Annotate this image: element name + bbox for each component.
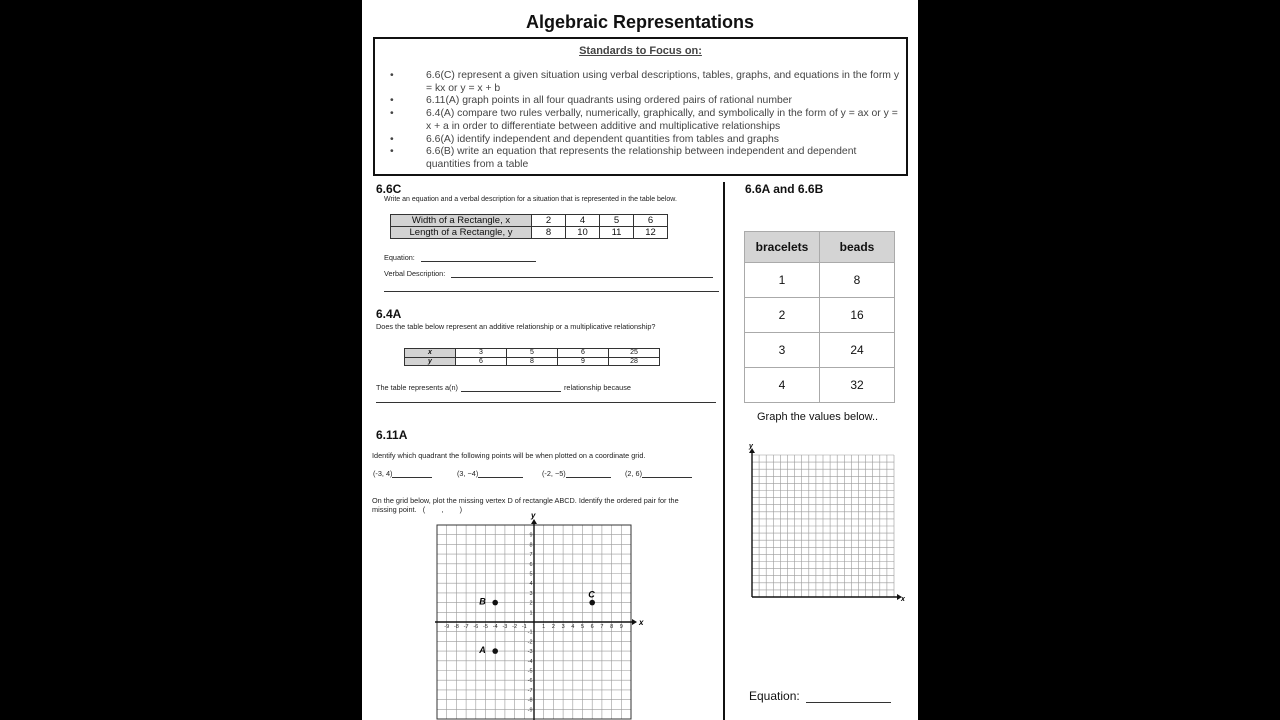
table-cell: 25 bbox=[609, 349, 660, 358]
table-cell: 28 bbox=[609, 357, 660, 366]
table-cell: 24 bbox=[820, 333, 895, 368]
table-cell: 6 bbox=[456, 357, 507, 366]
column-header: beads bbox=[820, 232, 895, 263]
quadrant-point-3: (-2, −5) bbox=[542, 469, 611, 478]
relationship-table bbox=[404, 348, 660, 366]
x-tick-label: 4 bbox=[571, 624, 575, 630]
standards-box bbox=[373, 37, 908, 176]
table-row-label: x bbox=[405, 349, 456, 358]
rectangle-table bbox=[390, 214, 668, 239]
table-cell: 6 bbox=[634, 215, 668, 227]
y-tick-label: -2 bbox=[527, 639, 533, 646]
table-cell: 8 bbox=[507, 357, 558, 366]
table-row-label: y bbox=[405, 357, 456, 366]
standards-heading: Standards to Focus on: bbox=[579, 45, 702, 57]
page-title: Algebraic Representations bbox=[525, 12, 755, 32]
quadrant-answer-line[interactable] bbox=[642, 469, 692, 478]
y-tick-label: -5 bbox=[527, 668, 533, 675]
column-header: bracelets bbox=[745, 232, 820, 263]
x-tick-label: 5 bbox=[580, 624, 585, 630]
x-tick-label: -4 bbox=[492, 624, 498, 630]
table-cell: 2 bbox=[532, 215, 566, 227]
graph-prompt: Graph the values below.. bbox=[757, 411, 879, 423]
column-divider bbox=[723, 182, 725, 720]
table-cell: 10 bbox=[566, 227, 600, 239]
equation-answer-line[interactable] bbox=[806, 690, 891, 703]
x-tick-label: 8 bbox=[610, 624, 614, 630]
section-heading-6-6c: 6.6C bbox=[376, 182, 402, 196]
x-tick-label: -7 bbox=[463, 624, 469, 630]
equation-label: Equation: bbox=[384, 253, 415, 262]
x-axis-label: x bbox=[639, 618, 644, 627]
question-6-4a: Does the table below represent an additive relationship or a multiplicative relationship? bbox=[376, 322, 656, 331]
x-tick-label: -6 bbox=[473, 624, 479, 630]
table-cell: 11 bbox=[600, 227, 634, 239]
rectangle-instruction-line-2: missing point. ( , ) bbox=[372, 505, 463, 514]
table-cell: 8 bbox=[820, 263, 895, 298]
quadrant-point-1: (-3, 4) bbox=[373, 469, 432, 478]
y-tick-label: 3 bbox=[529, 590, 533, 597]
quadrant-answer-line[interactable] bbox=[566, 469, 611, 478]
table-cell: 5 bbox=[507, 349, 558, 358]
standards-list bbox=[390, 70, 900, 172]
table-cell: 16 bbox=[820, 298, 895, 333]
statement-start: The table represents a(n) bbox=[376, 383, 458, 392]
table-cell: 32 bbox=[820, 368, 895, 403]
equation-answer-line[interactable] bbox=[421, 253, 536, 262]
table-cell: 8 bbox=[532, 227, 566, 239]
table-cell: 2 bbox=[745, 298, 820, 333]
y-tick-label: -4 bbox=[527, 658, 533, 665]
x-tick-label: -2 bbox=[512, 624, 518, 630]
x-tick-label: -8 bbox=[453, 624, 459, 630]
verbal-answer-line[interactable] bbox=[451, 269, 713, 278]
quadrant-answer-line[interactable] bbox=[478, 469, 523, 478]
coordinate-grid[interactable] bbox=[432, 510, 657, 720]
standard-item: • 6.4(A) compare two rules verbally, numerically, graphically, and symbolically in the form of y = ax or y = x + a in order to differentiate between additive and multiplicative relationships bbox=[390, 108, 900, 133]
x-tick-label: -5 bbox=[483, 624, 488, 630]
quadrant-answer-line[interactable] bbox=[392, 469, 432, 478]
verbal-label: Verbal Description: bbox=[384, 269, 446, 278]
table-cell: 9 bbox=[558, 357, 609, 366]
table-cell: 12 bbox=[634, 227, 668, 239]
table-cell: 3 bbox=[456, 349, 507, 358]
y-tick-label: -7 bbox=[527, 687, 533, 694]
section-heading-6-4a: 6.4A bbox=[376, 307, 402, 321]
worksheet-page bbox=[362, 0, 918, 720]
y-tick-label: -9 bbox=[527, 707, 533, 714]
x-tick-label: -9 bbox=[444, 624, 450, 630]
y-tick-label: 7 bbox=[529, 552, 533, 559]
instruction-6-6c: Write an equation and a verbal description for a situation that is represented in the table below. bbox=[384, 196, 677, 203]
y-tick-label: 8 bbox=[529, 542, 533, 549]
standard-item: • 6.6(B) write an equation that represents the relationship between independent and dependent quantities from a table bbox=[390, 146, 900, 171]
point-label-a: A bbox=[479, 645, 486, 656]
standard-item: • 6.11(A) graph points in all four quadrants using ordered pairs of rational number bbox=[390, 95, 900, 108]
x-tick-label: -3 bbox=[502, 624, 508, 630]
table-cell: 6 bbox=[558, 349, 609, 358]
y-tick-label: 1 bbox=[529, 610, 533, 617]
x-axis-label: x bbox=[901, 596, 905, 603]
table-cell: 1 bbox=[745, 263, 820, 298]
section-heading-6-6ab: 6.6A and 6.6B bbox=[745, 182, 824, 196]
table-cell: 5 bbox=[600, 215, 634, 227]
quadrant-point-4: (2, 6) bbox=[625, 469, 692, 478]
bracelets-graph-grid[interactable] bbox=[747, 444, 912, 604]
bracelets-beads-table bbox=[744, 231, 895, 403]
equation-prompt bbox=[384, 253, 536, 262]
reason-answer-line[interactable] bbox=[376, 402, 716, 403]
y-tick-label: -1 bbox=[527, 629, 533, 636]
relationship-answer-line[interactable] bbox=[461, 383, 561, 392]
point-label-c: C bbox=[588, 589, 595, 600]
y-axis-label: y bbox=[531, 511, 536, 520]
y-axis-label: y bbox=[749, 444, 753, 450]
y-tick-label: 6 bbox=[529, 561, 533, 568]
quadrant-point-2: (3, −4) bbox=[457, 469, 523, 478]
x-tick-label: 2 bbox=[551, 624, 555, 630]
table-row-label: Length of a Rectangle, y bbox=[391, 227, 532, 239]
statement-end: relationship because bbox=[564, 383, 631, 392]
y-tick-label: -6 bbox=[527, 678, 533, 685]
table-cell: 4 bbox=[566, 215, 600, 227]
y-tick-label: 5 bbox=[529, 571, 533, 578]
x-tick-label: 1 bbox=[542, 624, 546, 630]
y-tick-label: -8 bbox=[527, 697, 533, 704]
x-axis-arrow bbox=[632, 619, 637, 625]
y-tick-label: 4 bbox=[529, 581, 533, 588]
y-tick-label: 9 bbox=[529, 532, 533, 539]
x-tick-label: 3 bbox=[561, 624, 565, 630]
y-tick-label: -3 bbox=[527, 649, 533, 656]
relationship-statement bbox=[376, 383, 631, 392]
point-b bbox=[492, 600, 498, 606]
standard-item: • 6.6(C) represent a given situation using verbal descriptions, tables, graphs, and equations in the form y = kx or y = x + b bbox=[390, 70, 900, 95]
equation-prompt-6-6ab bbox=[749, 689, 891, 703]
quadrant-instruction: Identify which quadrant the following points will be when plotted on a coordinate grid. bbox=[372, 451, 646, 460]
standard-item: • 6.6(A) identify independent and dependent quantities from tables and graphs bbox=[390, 134, 900, 147]
verbal-prompt bbox=[384, 269, 713, 278]
point-c bbox=[589, 600, 595, 606]
x-tick-label: -1 bbox=[521, 624, 527, 630]
x-tick-label: 9 bbox=[619, 624, 623, 630]
x-tick-label: 7 bbox=[600, 624, 604, 630]
x-tick-label: 6 bbox=[590, 624, 594, 630]
rectangle-instruction-line-1: On the grid below, plot the missing vertex D of rectangle ABCD. Identify the ordered pair for the bbox=[372, 496, 679, 505]
point-a bbox=[492, 648, 498, 654]
verbal-answer-line-2[interactable] bbox=[384, 291, 719, 292]
point-label-b: B bbox=[479, 596, 486, 607]
table-cell: 3 bbox=[745, 333, 820, 368]
y-tick-label: 2 bbox=[529, 600, 533, 607]
table-row-label: Width of a Rectangle, x bbox=[391, 215, 532, 227]
table-cell: 4 bbox=[745, 368, 820, 403]
equation-label: Equation: bbox=[749, 689, 800, 703]
section-heading-6-11a: 6.11A bbox=[376, 428, 408, 442]
